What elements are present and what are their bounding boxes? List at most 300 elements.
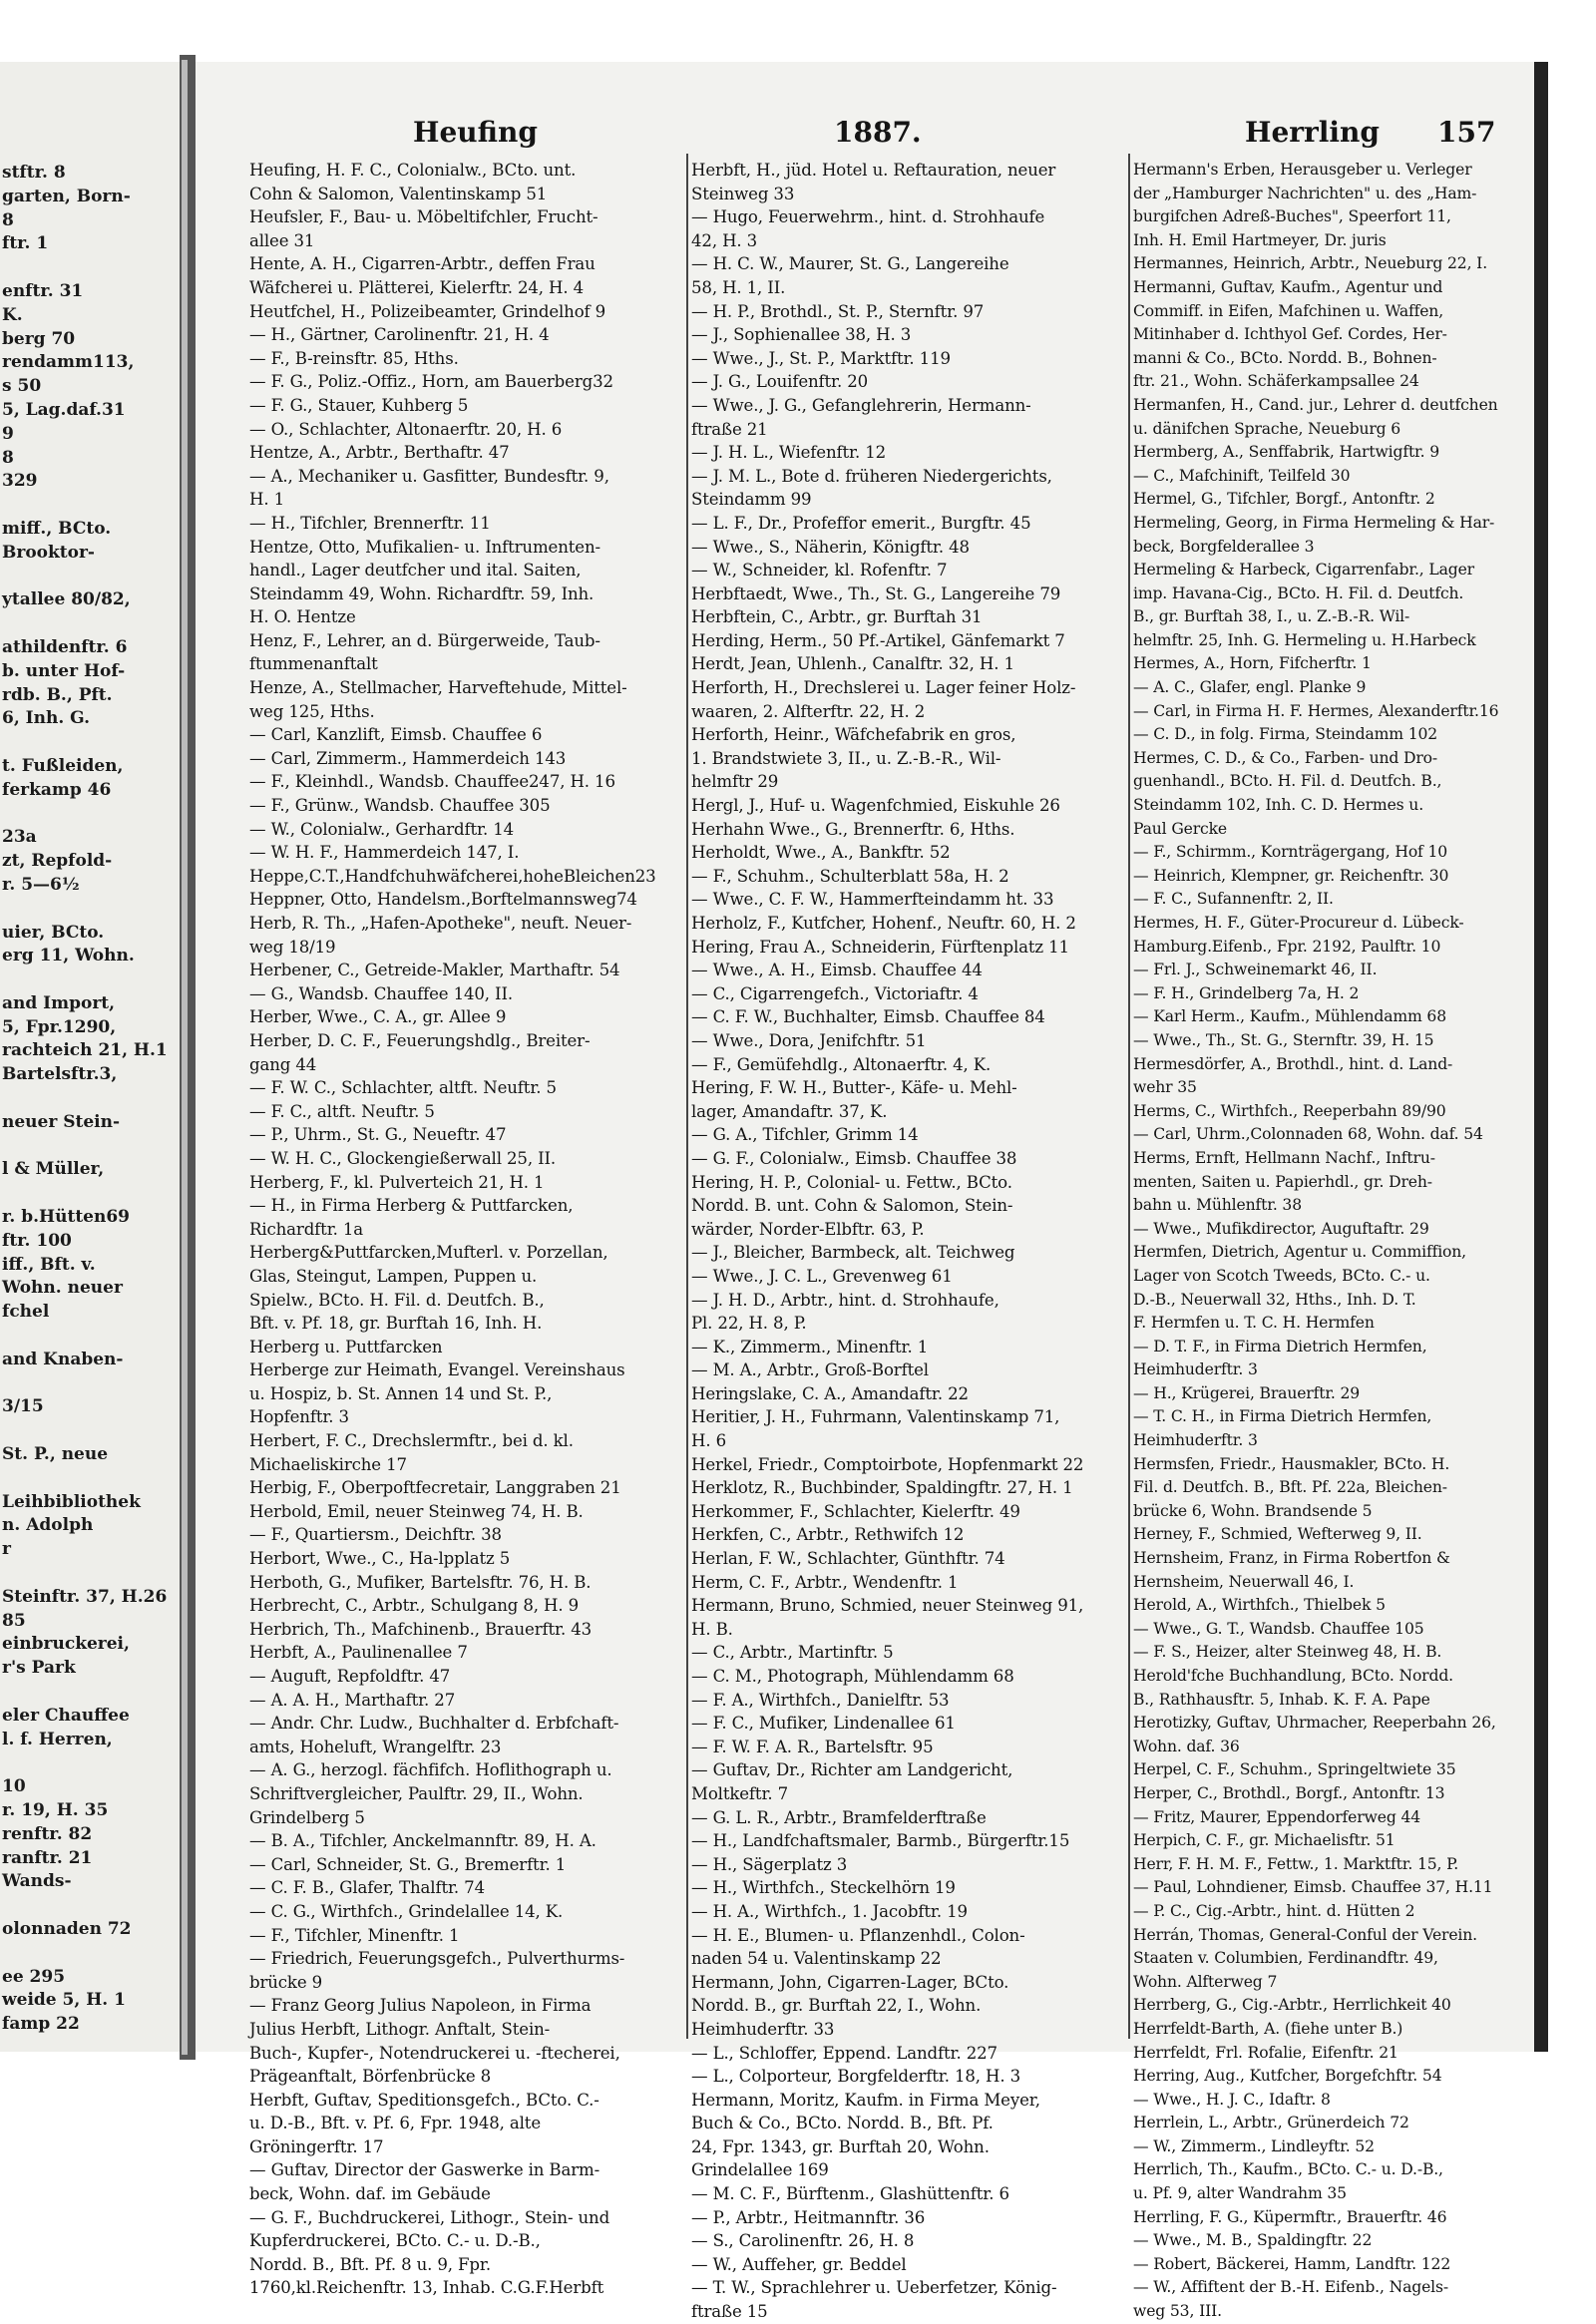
left-page-fragment-line: renftr. 82 xyxy=(2,1823,93,1844)
directory-entry-line: Herber, D. C. F., Feuerungshdlg., Breiter- xyxy=(249,1030,591,1050)
directory-entry-line: Hermeling & Harbeck, Cigarrenfabr., Lager xyxy=(1133,561,1474,580)
directory-entry-line: lager, Amandaftr. 37, K. xyxy=(691,1101,888,1121)
directory-entry-line: — Karl Herm., Kaufm., Mühlendamm 68 xyxy=(1133,1007,1446,1026)
directory-entry-line: weg 18/19 xyxy=(249,937,336,957)
gutter-highlight xyxy=(182,60,188,2055)
running-head-right: Herrling xyxy=(1245,116,1380,149)
directory-entry-line: — C., Mafchinift, Teilfeld 30 xyxy=(1133,466,1351,485)
directory-entry-line: 1760,kl.Reichenftr. 13, Inhab. C.G.F.Herbft xyxy=(249,2278,604,2298)
directory-entry-line: — F., Schirmm., Kornträgergang, Hof 10 xyxy=(1133,843,1448,862)
directory-entry-line: Pl. 22, H. 8, P. xyxy=(691,1314,807,1334)
directory-entry-line: — W. H. C., Glockengießerwall 25, II. xyxy=(249,1148,556,1168)
directory-entry-line: Herrlich, Th., Kaufm., BCto. C.- u. D.-B., xyxy=(1133,2160,1443,2179)
directory-entry-line: Herbort, Wwe., C., Ha-lpplatz 5 xyxy=(249,1549,511,1569)
directory-entry-line: — W., Auffeher, gr. Beddel xyxy=(691,2254,907,2274)
directory-entry-line: — F. S., Heizer, alter Steinweg 48, H. B. xyxy=(1133,1643,1442,1662)
directory-entry-line: Lager von Scotch Tweeds, BCto. C.- u. xyxy=(1133,1266,1430,1285)
directory-entry-line: Herholz, F., Kutfcher, Hohenf., Neuftr. 60, H. 2 xyxy=(691,914,1076,933)
directory-entry-line: — H., Wirthfch., Steckelhörn 19 xyxy=(691,1878,956,1898)
directory-entry-line: Moltkeftr. 7 xyxy=(691,1783,789,1803)
directory-entry-line: Hentze, Otto, Mufikalien- u. Inftrumenten- xyxy=(249,537,600,557)
directory-entry-line: — Andr. Chr. Ludw., Buchhalter d. Erbfchaft- xyxy=(249,1714,619,1734)
directory-entry-line: Herbrich, Th., Mafchinenb., Brauerftr. 43 xyxy=(249,1619,593,1639)
directory-entry-line: — C. F. B., Glafer, Thalftr. 74 xyxy=(249,1878,485,1898)
directory-entry-line: — Carl, in Firma H. F. Hermes, Alexanderftr.16 xyxy=(1133,701,1499,720)
directory-entry-line: manni & Co., BCto. Nordd. B., Bohnen- xyxy=(1133,348,1437,367)
left-page-fragment-line: Wohn. neuer xyxy=(2,1278,123,1299)
directory-entry-line: B., Rathhausftr. 5, Inhab. K. F. A. Pape xyxy=(1133,1690,1430,1709)
directory-entry-line: — H. E., Blumen- u. Pflanzenhdl., Colon- xyxy=(691,1925,1025,1945)
directory-entry-line: — Carl, Uhrm.,Colonnaden 68, Wohn. daf. 54 xyxy=(1133,1125,1483,1144)
directory-entry-line: Herberge zur Heimath, Evangel. Vereinshaus xyxy=(249,1360,625,1380)
directory-entry-line: beck, Borgfelderallee 3 xyxy=(1133,537,1315,556)
directory-entry-line: — H., in Firma Herberg & Puttfarcken, xyxy=(249,1196,574,1216)
directory-entry-line: — C. G., Wirthfch., Grindelallee 14, K. xyxy=(249,1901,564,1921)
directory-entry-line: Hermann, Bruno, Schmied, neuer Steinweg 91, xyxy=(691,1596,1084,1616)
directory-entry-line: — Friedrich, Feuerungsgefch., Pulverthurms- xyxy=(249,1949,625,1969)
directory-entry-line: — L., Schloffer, Eppend. Landftr. 227 xyxy=(691,2043,998,2063)
directory-entry-line: imp. Havana-Cig., BCto. H. Fil. d. Deutfch. xyxy=(1133,583,1464,602)
directory-entry-line: Herber, Wwe., C. A., gr. Allee 9 xyxy=(249,1007,507,1027)
directory-entry-line: Grindelberg 5 xyxy=(249,1807,365,1827)
directory-entry-line: — C. F. W., Buchhalter, Eimsb. Chauffee 84 xyxy=(691,1007,1045,1027)
left-page-fragment-line: ftr. 100 xyxy=(2,1230,72,1251)
left-page-fragment-line: 5, Lag.daf.31 xyxy=(2,399,126,420)
directory-entry-line: menten, Saiten u. Papierhdl., gr. Dreh- xyxy=(1133,1172,1432,1191)
directory-entry-line: — G. F., Colonialw., Eimsb. Chauffee 38 xyxy=(691,1148,1017,1168)
directory-entry-line: — J., Bleicher, Barmbeck, alt. Teichweg xyxy=(691,1243,1015,1263)
directory-entry-line: Spielw., BCto. H. Fil. d. Deutfch. B., xyxy=(249,1290,545,1310)
directory-entry-line: Herkfen, C., Arbtr., Rethwifch 12 xyxy=(691,1525,965,1545)
directory-entry-line: Heimhuderftr. 3 xyxy=(1133,1431,1258,1450)
directory-page xyxy=(196,62,1534,2322)
directory-entry-line: Hermannes, Heinrich, Arbtr., Neueburg 22, I. xyxy=(1133,254,1487,273)
directory-entry-line: Hering, F. W. H., Butter-, Käfe- u. Mehl- xyxy=(691,1078,1017,1098)
directory-entry-line: Hermeling, Georg, in Firma Hermeling & Har- xyxy=(1133,513,1495,532)
directory-entry-line: — H. P., Brothdl., St. P., Sternftr. 97 xyxy=(691,301,985,321)
directory-entry-line: Hermel, G., Tifchler, Borgf., Antonftr. 2 xyxy=(1133,490,1435,509)
directory-entry-line: — Wwe., J., St. P., Marktftr. 119 xyxy=(691,348,951,368)
directory-entry-line: Herold, A., Wirthfch., Thielbek 5 xyxy=(1133,1596,1386,1615)
directory-entry-line: — A. G., herzogl. fächfifch. Hoflithograph u. xyxy=(249,1760,612,1780)
directory-entry-line: — H., Krügerei, Brauerftr. 29 xyxy=(1133,1383,1361,1402)
left-page-fragment-line: Leihbibliothek xyxy=(2,1491,141,1512)
directory-entry-line: Herkommer, F., Schlachter, Kielerftr. 49 xyxy=(691,1501,1020,1521)
directory-entry-line: Steindamm 99 xyxy=(691,490,812,510)
directory-entry-line: — F. C., altft. Neuftr. 5 xyxy=(249,1101,435,1121)
left-page-fragment-line xyxy=(2,1562,178,1586)
directory-entry-line: — T. W., Sprachlehrer u. Ueberfetzer, König- xyxy=(691,2278,1057,2298)
directory-column-1 xyxy=(249,159,680,2300)
left-page-fragment-line: r. 19, H. 35 xyxy=(2,1799,109,1820)
directory-entry-line: — Wwe., Th., St. G., Sternftr. 39, H. 15 xyxy=(1133,1030,1434,1049)
left-page-fragment-line: stftr. 8 xyxy=(2,163,66,183)
directory-entry-line: Wäfcherei u. Plätterei, Kielerftr. 24, H. 4 xyxy=(249,277,584,297)
directory-entry-line: Herbrecht, C., Arbtr., Schulgang 8, H. 9 xyxy=(249,1596,579,1616)
directory-entry-line: burgifchen Adreß-Buches", Speerfort 11, xyxy=(1133,207,1451,226)
directory-entry-line: Heppe,C.T.,Handfchuhwäfcherei,hoheBleichen23 xyxy=(249,866,656,886)
directory-entry-line: — Wwe., J. C. L., Grevenweg 61 xyxy=(691,1266,953,1286)
directory-entry-line: — L., Colporteur, Borgfelderftr. 18, H. 3 xyxy=(691,2067,1021,2087)
directory-entry-line: Henze, A., Stellmacher, Harveftehude, Mittel- xyxy=(249,678,627,698)
directory-entry-line: 42, H. 3 xyxy=(691,230,758,250)
directory-entry-line: — A. A. H., Marthaftr. 27 xyxy=(249,1690,456,1710)
directory-entry-line: Wohn. Alfterweg 7 xyxy=(1133,1972,1278,1991)
directory-entry-line: Herholdt, Wwe., A., Bankftr. 52 xyxy=(691,843,951,863)
directory-entry-line: wehr 35 xyxy=(1133,1078,1197,1097)
directory-entry-line: — M. C. F., Bürftenm., Glashüttenftr. 6 xyxy=(691,2184,1009,2204)
page-edge-shadow xyxy=(1534,62,1548,2052)
directory-entry-line: — T. C. H., in Firma Dietrich Hermfen, xyxy=(1133,1407,1432,1426)
directory-entry-line: H. B. xyxy=(691,1619,733,1639)
directory-entry-line: — J., Sophienallee 38, H. 3 xyxy=(691,325,912,345)
directory-entry-line: Herrling, F. G., Küpermftr., Brauerftr. 46 xyxy=(1133,2207,1447,2226)
directory-entry-line: Fil. d. Deutfch. B., Bft. Pf. 22a, Bleichen- xyxy=(1133,1478,1447,1497)
directory-entry-line: — Robert, Bäckerei, Hamm, Landftr. 122 xyxy=(1133,2254,1451,2273)
directory-entry-line: Hernsheim, Franz, in Firma Robertfon & xyxy=(1133,1549,1450,1568)
directory-entry-line: Herbert, F. C., Drechslermftr., bei d. kl. xyxy=(249,1431,574,1451)
directory-entry-line: — Hugo, Feuerwehrm., hint. d. Strohhaufe xyxy=(691,207,1045,227)
directory-entry-line: — J. H. L., Wiefenftr. 12 xyxy=(691,443,887,463)
directory-entry-line: 58, H. 1, II. xyxy=(691,277,786,297)
directory-entry-line: u. dänifchen Sprache, Neueburg 6 xyxy=(1133,419,1401,438)
directory-entry-line: — Wwe., Dora, Jenifchftr. 51 xyxy=(691,1030,927,1050)
directory-entry-line: Gröningerftr. 17 xyxy=(249,2136,384,2156)
directory-entry-line: Steindamm 102, Inh. C. D. Hermes u. xyxy=(1133,796,1424,815)
directory-entry-line: handl., Lager deutfcher und ital. Saiten, xyxy=(249,561,582,581)
directory-entry-line: Hermfen, Dietrich, Agentur u. Commiffion, xyxy=(1133,1243,1466,1262)
directory-entry-line: Heimhuderftr. 3 xyxy=(1133,1360,1258,1379)
directory-entry-line: Herbft, A., Paulinenallee 7 xyxy=(249,1643,468,1663)
directory-entry-line: Wohn. daf. 36 xyxy=(1133,1737,1240,1755)
column-rule xyxy=(686,154,688,2039)
directory-entry-line: u. Pf. 9, alter Wandrahm 35 xyxy=(1133,2184,1347,2203)
directory-entry-line: Glas, Steingut, Lampen, Puppen u. xyxy=(249,1266,538,1286)
left-page-fragment-line: r. 5—6½ xyxy=(2,874,80,895)
directory-entry-line: Nordd. B., gr. Burftah 22, I., Wohn. xyxy=(691,1996,982,2016)
directory-entry-line: — A., Mechaniker u. Gasfitter, Bundesftr. 9, xyxy=(249,466,609,486)
left-page-fragment-line: s 50 xyxy=(2,376,42,397)
left-page-fragment-line: l. f. Herren, xyxy=(2,1729,113,1749)
directory-entry-line: gang 44 xyxy=(249,1054,317,1074)
directory-entry-line: Herbig, F., Oberpoftfecretair, Langgraben 21 xyxy=(249,1478,621,1498)
directory-entry-line: Schriftvergleicher, Paulftr. 29, II., Wohn. xyxy=(249,1783,584,1803)
directory-entry-line: H. 1 xyxy=(249,490,284,510)
left-page-fragment-line xyxy=(2,1681,178,1705)
directory-entry-line: allee 31 xyxy=(249,230,315,250)
left-page-text-column xyxy=(2,162,178,2037)
directory-entry-line: Steinweg 33 xyxy=(691,184,795,203)
directory-entry-line: Herm, C. F., Arbtr., Wendenftr. 1 xyxy=(691,1572,959,1592)
directory-entry-line: Commiff. in Eifen, Mafchinen u. Waffen, xyxy=(1133,301,1444,320)
directory-entry-line: helmftr 29 xyxy=(691,772,779,792)
directory-entry-line: — H., Sägerplatz 3 xyxy=(691,1854,848,1874)
left-page-fragment xyxy=(0,62,180,2052)
directory-entry-line: Herboth, G., Mufiker, Bartelsftr. 76, H. B. xyxy=(249,1572,592,1592)
left-page-fragment-line xyxy=(2,1087,178,1111)
directory-entry-line: — C., Arbtr., Martinftr. 5 xyxy=(691,1643,894,1663)
directory-entry-line: Staaten v. Columbien, Ferdinandftr. 49, xyxy=(1133,1949,1438,1968)
directory-entry-line: Bft. v. Pf. 18, gr. Burftah 16, Inh. H. xyxy=(249,1314,543,1334)
directory-entry-line: — Wwe., S., Näherin, Königftr. 48 xyxy=(691,537,970,557)
directory-entry-line: H. 6 xyxy=(691,1431,726,1451)
left-page-fragment-line xyxy=(2,1467,178,1491)
directory-entry-line: — Carl, Zimmerm., Hammerdeich 143 xyxy=(249,748,567,768)
directory-entry-line: Herbft, H., jüd. Hotel u. Reftauration, neuer xyxy=(691,161,1056,180)
directory-entry-line: 1. Brandstwiete 3, II., u. Z.-B.-R., Wil- xyxy=(691,748,1001,768)
left-page-fragment-line: ferkamp 46 xyxy=(2,779,112,800)
left-page-fragment-line: garten, Born- xyxy=(2,186,131,206)
directory-entry-line: — F., Tifchler, Minenftr. 1 xyxy=(249,1925,460,1945)
directory-entry-line: Herbftaedt, Wwe., Th., St. G., Langereihe 79 xyxy=(691,583,1061,603)
directory-entry-line: — F. W. C., Schlachter, altft. Neuftr. 5 xyxy=(249,1078,557,1098)
directory-entry-line: Mitinhaber d. Ichthyol Gef. Cordes, Her- xyxy=(1133,325,1447,344)
directory-entry-line: — H. A., Wirthfch., 1. Jacobftr. 19 xyxy=(691,1901,968,1921)
directory-entry-line: — J. M. L., Bote d. früheren Niedergerichts, xyxy=(691,466,1052,486)
left-page-fragment-line: Steinftr. 37, H.26 xyxy=(2,1586,168,1607)
left-page-fragment-line xyxy=(2,494,178,518)
directory-entry-line: Herberg u. Puttfarcken xyxy=(249,1337,443,1356)
directory-entry-line: Hernsheim, Neuerwall 46, I. xyxy=(1133,1572,1355,1591)
directory-entry-line: Hentze, A., Arbtr., Berthaftr. 47 xyxy=(249,443,510,463)
directory-entry-line: Julius Herbft, Lithogr. Anftalt, Stein- xyxy=(249,2019,551,2039)
left-page-fragment-line: r. b.Hütten69 xyxy=(2,1207,130,1228)
left-page-fragment-line: uier, BCto. xyxy=(2,922,105,943)
left-page-fragment-line: iff., Bft. v. xyxy=(2,1254,96,1275)
left-page-fragment-line xyxy=(2,1942,178,1966)
directory-entry-line: — F., Schuhm., Schulterblatt 58a, H. 2 xyxy=(691,866,1009,886)
left-page-fragment-line xyxy=(2,1894,178,1918)
directory-entry-line: wärder, Norder-Elbftr. 63, P. xyxy=(691,1219,925,1239)
left-page-fragment-line: 5, Fpr.1290, xyxy=(2,1016,117,1037)
left-page-fragment-line: ftr. 1 xyxy=(2,233,49,254)
directory-entry-line: D.-B., Neuerwall 32, Hths., Inh. D. T. xyxy=(1133,1290,1416,1309)
directory-entry-line: Herbener, C., Getreide-Makler, Marthaftr. 54 xyxy=(249,961,620,980)
directory-entry-line: — J. H. D., Arbtr., hint. d. Strohhaufe, xyxy=(691,1290,999,1310)
directory-entry-line: — A. C., Glafer, engl. Planke 9 xyxy=(1133,678,1367,697)
directory-entry-line: Herbft, Guftav, Speditionsgefch., BCto. C.- xyxy=(249,2090,599,2110)
directory-entry-line: Hermanfen, H., Cand. jur., Lehrer d. deutfchen xyxy=(1133,395,1498,414)
directory-entry-line: — C. D., in folg. Firma, Steindamm 102 xyxy=(1133,725,1438,744)
directory-entry-line: — F. C., Sufannenftr. 2, II. xyxy=(1133,890,1334,909)
left-page-fragment-line: ranftr. 21 xyxy=(2,1847,93,1868)
directory-entry-line: — W., Schneider, kl. Rofenftr. 7 xyxy=(691,561,948,581)
directory-column-3 xyxy=(1133,159,1532,2324)
left-page-fragment-line xyxy=(2,566,178,589)
left-page-fragment-line: Wands- xyxy=(2,1871,72,1892)
directory-entry-line: Herkel, Friedr., Comptoirbote, Hopfenmarkt 22 xyxy=(691,1454,1084,1474)
directory-entry-line: Buch & Co., BCto. Nordd. B., Bft. Pf. xyxy=(691,2114,994,2133)
left-page-fragment-line: ytallee 80/82, xyxy=(2,589,131,610)
directory-entry-line: 24, Fpr. 1343, gr. Burftah 20, Wohn. xyxy=(691,2136,990,2156)
directory-entry-line: Inh. H. Emil Hartmeyer, Dr. juris xyxy=(1133,230,1387,249)
left-page-fragment-line: fchel xyxy=(2,1302,50,1323)
directory-entry-line: — F. A., Wirthfch., Danielftr. 53 xyxy=(691,1690,950,1710)
directory-entry-line: Heimhuderftr. 33 xyxy=(691,2019,835,2039)
directory-entry-line: H. O. Hentze xyxy=(249,607,356,627)
directory-entry-line: Nordd. B. unt. Cohn & Salomon, Stein- xyxy=(691,1196,1013,1216)
directory-entry-line: — Heinrich, Klempner, gr. Reichenftr. 30 xyxy=(1133,866,1449,885)
directory-entry-line: ftummenanftalt xyxy=(249,654,378,674)
directory-entry-line: — Paul, Lohndiener, Eimsb. Chauffee 37, H.11 xyxy=(1133,1878,1493,1897)
directory-entry-line: — Fritz, Maurer, Eppendorferweg 44 xyxy=(1133,1807,1421,1826)
directory-entry-line: — F., Kleinhdl., Wandsb. Chauffee247, H. 16 xyxy=(249,772,615,792)
directory-entry-line: Henz, F., Lehrer, an d. Bürgerweide, Taub- xyxy=(249,630,600,650)
directory-entry-line: Herold'fche Buchhandlung, BCto. Nordd. xyxy=(1133,1667,1453,1685)
directory-entry-line: — W., Affiftent der B.-H. Eifenb., Nagels- xyxy=(1133,2278,1448,2297)
directory-entry-line: Herr, F. H. M. F., Fettw., 1. Marktftr. 15, P. xyxy=(1133,1854,1459,1873)
directory-entry-line: Herdt, Jean, Uhlenh., Canalftr. 32, H. 1 xyxy=(691,654,1014,674)
directory-entry-line: Prägeanftalt, Börfenbrücke 8 xyxy=(249,2067,492,2087)
directory-entry-line: u. D.-B., Bft. v. Pf. 6, Fpr. 1948, alte xyxy=(249,2114,541,2133)
directory-entry-line: — S., Carolinenftr. 26, H. 8 xyxy=(691,2231,915,2251)
directory-entry-line: — D. T. F., in Firma Dietrich Hermfen, xyxy=(1133,1337,1427,1356)
directory-entry-line: Herrfeldt-Barth, A. (fiehe unter B.) xyxy=(1133,2019,1403,2038)
directory-entry-line: Heutfchel, H., Polizeibeamter, Grindelhof 9 xyxy=(249,301,606,321)
directory-entry-line: guenhandl., BCto. H. Fil. d. Deutfch. B., xyxy=(1133,772,1442,791)
directory-entry-line: Hermes, C. D., & Co., Farben- und Dro- xyxy=(1133,748,1438,767)
directory-entry-line: brücke 9 xyxy=(249,1972,323,1992)
directory-entry-line: Herberg&Puttfarcken,Mufterl. v. Porzellan, xyxy=(249,1243,608,1263)
directory-entry-line: u. Hospiz, b. St. Annen 14 und St. P., xyxy=(249,1383,553,1403)
left-page-fragment-line: 3/15 xyxy=(2,1396,44,1417)
left-page-fragment-line: 10 xyxy=(2,1776,26,1797)
directory-entry-line: waaren, 2. Alfterftr. 22, H. 2 xyxy=(691,701,926,721)
directory-entry-line: ftraße 21 xyxy=(691,419,768,439)
directory-entry-line: Herrberg, G., Cig.-Arbtr., Herrlichkeit 40 xyxy=(1133,1996,1451,2015)
directory-entry-line: — G. L. R., Arbtr., Bramfelderftraße xyxy=(691,1807,987,1827)
directory-entry-line: — Wwe., M. B., Spaldingftr. 22 xyxy=(1133,2231,1373,2250)
left-page-fragment-line: athildenftr. 6 xyxy=(2,636,128,657)
left-page-fragment-line xyxy=(2,803,178,827)
directory-entry-line: — Guftav, Dr., Richter am Landgericht, xyxy=(691,1760,1013,1780)
directory-entry-line: — G. A., Tifchler, Grimm 14 xyxy=(691,1125,919,1145)
directory-entry-line: bahn u. Mühlenftr. 38 xyxy=(1133,1196,1302,1215)
directory-entry-line: Cohn & Salomon, Valentinskamp 51 xyxy=(249,184,548,203)
left-page-fragment-line xyxy=(2,1419,178,1443)
directory-entry-line: Herforth, H., Drechslerei u. Lager feiner Holz- xyxy=(691,678,1076,698)
left-page-fragment-line: 8 xyxy=(2,209,14,230)
left-page-fragment-line xyxy=(2,1372,178,1396)
directory-entry-line: — F., Quartiersm., Deichftr. 38 xyxy=(249,1525,502,1545)
directory-entry-line: Heufsler, F., Bau- u. Möbeltifchler, Frucht- xyxy=(249,207,598,227)
directory-entry-line: Herb, R. Th., „Hafen-Apotheke", neuft. Neuer- xyxy=(249,914,632,933)
directory-entry-line: ftraße 15 xyxy=(691,2302,768,2322)
directory-entry-line: Hergl, J., Huf- u. Wagenfchmied, Eiskuhle 26 xyxy=(691,796,1060,816)
directory-entry-line: amts, Hoheluft, Wrangelftr. 23 xyxy=(249,1737,502,1756)
directory-entry-line: — Auguft, Repfoldftr. 47 xyxy=(249,1667,451,1686)
directory-entry-line: Herbftein, C., Arbtr., gr. Burftah 31 xyxy=(691,607,983,627)
directory-entry-line: B., gr. Burftah 38, I., u. Z.-B.-R. Wil- xyxy=(1133,607,1410,626)
directory-entry-line: Hering, Frau A., Schneiderin, Fürftenplatz 11 xyxy=(691,937,1069,957)
left-page-fragment-line: rendamm113, xyxy=(2,352,135,373)
running-head-year: 1887. xyxy=(834,116,922,149)
directory-entry-line: Hermes, H. F., Güter-Procureur d. Lübeck- xyxy=(1133,914,1464,932)
page-number: 157 xyxy=(1437,116,1496,149)
column-rule xyxy=(1128,154,1130,2039)
directory-entry-line: — F., B-reinsftr. 85, Hths. xyxy=(249,348,459,368)
left-page-fragment-line: r xyxy=(2,1539,11,1560)
directory-entry-line: Hermberg, A., Senffabrik, Hartwigftr. 9 xyxy=(1133,443,1440,462)
directory-entry-line: Buch-, Kupfer-, Notendruckerei u. -ftecherei, xyxy=(249,2043,620,2063)
directory-entry-line: F. Hermfen u. T. C. H. Hermfen xyxy=(1133,1314,1375,1333)
directory-entry-line: — Guftav, Director der Gaswerke in Barm- xyxy=(249,2160,600,2180)
directory-entry-line: Steindamm 49, Wohn. Richardftr. 59, Inh. xyxy=(249,583,595,603)
left-page-fragment-line: St. P., neue xyxy=(2,1444,109,1465)
directory-entry-line: weg 125, Hths. xyxy=(249,701,375,721)
left-page-fragment-line: 6, Inh. G. xyxy=(2,708,91,729)
running-head-left: Heufing xyxy=(413,116,538,149)
directory-entry-line: — G. F., Buchdruckerei, Lithogr., Stein- und xyxy=(249,2207,610,2227)
directory-entry-line: — F. C., Mufiker, Lindenallee 61 xyxy=(691,1714,956,1734)
directory-entry-line: — P., Arbtr., Heitmannftr. 36 xyxy=(691,2207,926,2227)
directory-entry-line: naden 54 u. Valentinskamp 22 xyxy=(691,1949,942,1969)
left-page-fragment-line: 9 xyxy=(2,423,14,444)
directory-entry-line: — J. G., Louifenftr. 20 xyxy=(691,372,869,392)
directory-entry-line: Heritier, J. H., Fuhrmann, Valentinskamp 71, xyxy=(691,1407,1060,1427)
left-page-fragment-line: Bartelsftr.3, xyxy=(2,1064,118,1085)
left-page-fragment-line: t. Fußleiden, xyxy=(2,755,124,776)
directory-entry-line: — W., Colonialw., Gerhardftr. 14 xyxy=(249,819,515,839)
directory-entry-line: Hamburg.Eifenb., Fpr. 2192, Paulftr. 10 xyxy=(1133,937,1441,956)
directory-entry-line: Herrán, Thomas, General-Conful der Verein. xyxy=(1133,1925,1477,1944)
directory-entry-line: — Wwe., J. G., Gefanglehrerin, Hermann- xyxy=(691,395,1031,415)
directory-entry-line: — Carl, Schneider, St. G., Bremerftr. 1 xyxy=(249,1854,567,1874)
left-page-fragment-line: and Knaben- xyxy=(2,1349,124,1369)
directory-entry-line: Herper, C., Brothdl., Borgf., Antonftr. 13 xyxy=(1133,1783,1445,1802)
directory-entry-line: — H., Gärtner, Carolinenftr. 21, H. 4 xyxy=(249,325,550,345)
left-page-fragment-line: olonnaden 72 xyxy=(2,1918,132,1939)
left-page-fragment-line: 85 xyxy=(2,1610,26,1631)
directory-entry-line: Herforth, Heinr., Wäfchefabrik en gros, xyxy=(691,725,1016,745)
directory-entry-line: — P., Uhrm., St. G., Neueftr. 47 xyxy=(249,1125,507,1145)
directory-entry-line: — F. G., Poliz.-Offiz., Horn, am Bauerberg32 xyxy=(249,372,613,392)
directory-entry-line: — B. A., Tifchler, Anckelmannftr. 89, H. A. xyxy=(249,1831,597,1851)
directory-entry-line: Heufing, H. F. C., Colonialw., BCto. unt. xyxy=(249,161,577,180)
directory-entry-line: Paul Gercke xyxy=(1133,819,1227,838)
left-page-fragment-line: l & Müller, xyxy=(2,1159,105,1180)
directory-entry-line: — H. C. W., Maurer, St. G., Langereihe xyxy=(691,254,1009,274)
left-page-fragment-line: n. Adolph xyxy=(2,1515,94,1536)
directory-entry-line: — F., Grünw., Wandsb. Chauffee 305 xyxy=(249,796,551,816)
directory-entry-line: Hente, A. H., Cigarren-Arbtr., deffen Frau xyxy=(249,254,596,274)
left-page-fragment-line: r's Park xyxy=(2,1658,76,1679)
directory-entry-line: Heppner, Otto, Handelsm.,Borftelmannsweg74 xyxy=(249,890,637,910)
directory-entry-line: Herney, F., Schmied, Wefterweg 9, II. xyxy=(1133,1525,1422,1544)
left-page-fragment-line: ee 295 xyxy=(2,1966,66,1987)
left-page-fragment-line: 8 xyxy=(2,447,14,468)
left-page-fragment-line: rdb. B., Pft. xyxy=(2,684,113,705)
directory-entry-line: der „Hamburger Nachrichten" u. des „Ham- xyxy=(1133,184,1477,202)
directory-entry-line: — F. W. F. A. R., Bartelsftr. 95 xyxy=(691,1737,934,1756)
directory-entry-line: — Franz Georg Julius Napoleon, in Firma xyxy=(249,1996,592,2016)
left-page-fragment-line: famp 22 xyxy=(2,2014,80,2035)
directory-entry-line: Herberg, F., kl. Pulverteich 21, H. 1 xyxy=(249,1172,545,1192)
directory-entry-line: Herms, Ernft, Hellmann Nachf., Inftru- xyxy=(1133,1148,1435,1167)
directory-entry-line: Hermsfen, Friedr., Hausmakler, BCto. H. xyxy=(1133,1454,1450,1473)
left-page-fragment-line: enftr. 31 xyxy=(2,280,84,301)
directory-entry-line: — P. C., Cig.-Arbtr., hint. d. Hütten 2 xyxy=(1133,1901,1415,1920)
directory-entry-line: Hermes, A., Horn, Fifcherftr. 1 xyxy=(1133,654,1372,673)
directory-entry-line: — L. F., Dr., Profeffor emerit., Burgftr. 45 xyxy=(691,513,1031,533)
directory-entry-line: Herpich, C. F., gr. Michaelisftr. 51 xyxy=(1133,1831,1396,1850)
directory-entry-line: Herotizky, Guftav, Uhrmacher, Reeperbahn 26, xyxy=(1133,1714,1496,1733)
directory-entry-line: Hermann's Erben, Herausgeber u. Verleger xyxy=(1133,161,1472,179)
directory-entry-line: Hopfenftr. 3 xyxy=(249,1407,349,1427)
directory-entry-line: — K., Zimmerm., Minenftr. 1 xyxy=(691,1337,929,1356)
directory-entry-line: Hermann, Moritz, Kaufm. in Firma Meyer, xyxy=(691,2090,1040,2110)
directory-entry-line: Richardftr. 1a xyxy=(249,1219,364,1239)
